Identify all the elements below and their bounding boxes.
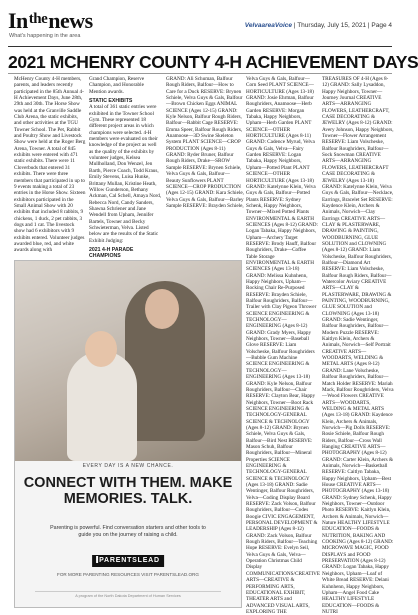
article-text: TREASURES OF 4-H (Ages 8-12) GRAND: Sally Lysaddon, Happy Neighbors, Towner—Journey Journal CREATIVE ARTS—ARRANGING FLOWERS, LEATHERCRAFT, CASE DECORATING & JEWELRY (Ages 8-12) GRAND: Avery Johnson, Happy Neighbors, Towner—Flower Arrangement RESERVE: Liam Volscheske, Balfour Roughriders, Balfour—Sock Snowman CREATIVE ARTS—ARRANGING FLOWERS, LEATHERCRAFT CASE DECORATING & JEWELRY (Ages 13-18) GRAND: Katelynne Klein, Velva Guys & Gals, Balfour—Necklace, Earrings, Bracelet Set RESERVE: Kaydence Klein, Archers & Animals, Norwich—Clay Earrings CREATIVE ARTS—CLAY & PLASTERWARE, DRAWING & PAINTING, WOODBURNING, GLUE SOLUTION and CLOWNING (Ages 8-12) GRAND: Liam Volscheske, Balfour Roughriders, Balfour—Diamond Art RESERVE: Liam Volscheske, Balfour Rough Riders, Balfour—Watercolor Aviary CREATIVE ARTS—CLAY & PLASTERWARE, DRAWING & PAINTING, WOODBURNING, GLUE SOLUTION and CLOWNING (Ages 13-18) GRAND: Sadie Wentinger, Balfour Roughriders, Balfour—Modern Puzzle RESERVE: Kaitlyn Klein, Archers & Animals, Norwich—Self Portrait CREATIVE ARTS—WOODARTS, WELDING & METAL ARTS (Ages 8-12) GRAND: Lane Volscheske, Balfour Roughriders, Balfour—Match Holder RESERVE: Mariah Mack, Balfour Roughriders, Velva—Wood Flowers CREATIVE ARTS—WOODARTS, WELDING & METAL ARTS (Ages 13-18) GRAND: Kaydence Klein, Archers & Animals, Norwich—Pig Dolls RESERVE: Rosie Schiele, Balfour Rough Riders, Balfour—Cross Wall Hanging CREATIVE ARTS—PHOTOGRAPHY (Ages 8-12) GRAND: Carter Klein, Archers & Animals, Norwich—Basketball RESERVE: Caitlyn Tabaka, Happy Neighbors, Upham—Best House CREATIVE ARTS—PHOTOGRAPHY (Ages 13-18) GRAND: Sydney Schenk, Happy Neighbors, Towner—Outdoor Photo RESERVE: Kaitlyn Klein, Archers & Animals, Norwich—Nature HEALTHY LIFESTYLE EDUCATION—FOODS & NUTRITION, BAKING AND COOKING (Ages 8-12) GRAND: MICROWAVE MAGIC, FOOD DISPLAYS and FOOD PRESERVATION (Ages 8-12) GRAND: Logan Tabaka, Happy Neighbors, Upham—Loaf of White Bread RESERVE: Delani Kuhnhenn, Happy Neighbors, Upham—Angel Food Cake HEALTHY LIFESTYLE EDUCATION—FOODS & NUTRI (322, 76, 394, 615)
child-figure (67, 351, 137, 461)
paper-name: VelvaareaVoice (244, 22, 293, 29)
article-text: A total of 361 static entries were exhibited in the Towner School Gym. These represented 18 different project areas in which champions were selected. 4-H members were evaluated on their knowledge of the project as well as the quality of the exhibits by volunteer judges, Kelsea Mullholland, Don Wenzel, Jen Barth, Pierce Coach, Todd Kraus, Emily Stevens, Luisa Hunke, Brittany Mullan, Kristine Heath, Willow Gunderson, Bethany Ackman, Cal Schell, Amaya Nord, Rebecca Nord, Candy Sanders, Shawna Schriener and Jane Wendell from Upham, Jennifer Bartels, Towner and Becky Schwieterman, Velva. Listed below are the results of the Static Exhibit Judging: (89, 104, 162, 244)
article-text: GRAND: Ali Schuman, Balfour Rough Riders, Balfour—How to Care for a Duck RESERVE: Brynen Schiele, Velva Guys & Gals, Balfour—Brown Chicken Eggs ANIMAL SCIENCE (Ages 12-15) GRAND: Kyle Nelson, Balfour Rough Riders, Balfour—Rabbit Cage RESERVE: Emma Speer, Balfour Rough Riders, Anamoose—3D Swine Skeleton System PLANT SCIENCE—CROP PRODUCTION (Ages 8-11) GRAND: Ryder Bruner, Balfour Rough Riders, Drake—SROW Sample RESERVE: Brynen Schiele, Velva Guys & Gals, Balfour—Beauty Sunflowers PLANT SCIENCE—CROP PRODUCTION (Ages 12-15) GRAND: Kara Schiele, Velva Guys & Gals, Balfour—Barley Sample RESERVE: Brayden Schiele, (166, 76, 244, 209)
ad-headline: CONNECT WITH THEM. MAKE MEMORIES. TALK. (23, 475, 233, 507)
issue-date-page: | Thursday, July 15, 2021 | Page 4 (292, 22, 392, 29)
article-column-4 (246, 76, 321, 615)
brand-the: the (28, 11, 48, 27)
child-head (85, 331, 117, 367)
section-tagline: What's happening in the area (9, 33, 81, 39)
ad-fine-print: A program of the North Dakota Department of Human Services (35, 591, 221, 600)
masthead-rule (8, 46, 392, 47)
article-column-1 (14, 76, 86, 256)
masthead (8, 8, 392, 44)
adult-head (145, 289, 179, 329)
ad-body: Parenting is powerful. Find conversation starters and other tools to guide you on the journey of raising a child. (50, 525, 206, 538)
section-brand (8, 8, 93, 34)
logo-mark-icon (96, 556, 98, 563)
parentslead-logo (92, 555, 164, 567)
article-column-5 (322, 76, 394, 615)
brand-news: news (48, 8, 93, 33)
issue-info (245, 22, 392, 29)
brand-in: In (8, 8, 28, 33)
article-column-3 (166, 76, 244, 256)
article-headline: 2021 MCHENRY COUNTY 4-H ACHIEVEMENT DAYS (8, 52, 418, 72)
subheading-parade-champions: 2021 4-H PARADE CHAMPIONS (89, 246, 134, 260)
article-column-2 (89, 76, 162, 260)
headline-rule (8, 73, 392, 74)
parentslead-advertisement[interactable] (14, 260, 242, 608)
article-text: Grand Champion, Reserve Champion, and Honorable Mention awards. (89, 76, 145, 95)
logo-text: PARENTSLEAD (99, 557, 160, 564)
subheading-static-exhibits: STATIC EXHIBITS (89, 98, 133, 105)
ad-url[interactable]: FOR MORE PARENTING RESOURCES VISIT PARENTSLEAD.ORG (57, 572, 199, 577)
article-text: Velva Guys & Gals, Balfour—Corn Seed PLANT SCIENCE—HORTICULTURE (Ages 13-18) GRAND: Josie Ehrman, Balfour Roughriders, Anamoose—Herb Garden RESERVE: Morgan Tabaka, Happy Neighbors, Upham—Herb Garden PLANT SCIENCE—OTHER HORTICULTURE (Ages 8-11) GRAND: Cadence Myrud, Velva Guys & Gals, Velva—Fairy Garden RESERVE: Logan Tabaka, Happy Neighbors, Upham—Potted Plant PLANT SCIENCE—OTHER HORTICULTURE (Ages 13-18) GRAND: Katelynne Klein, Velva Guys & Gals, Balfour—Potted Plants RESERVE: Sydney Schenk, Happy Neighbors, Towner—Mixed Potted Plants ENVIRONMENTAL & EARTH SCIENCES (Ages 8-12) GRAND: Logan Tabaka, Happy Neighbors, Upham—Archery Target RESERVE: Brody Hauff, Balfour Roughriders, Drake—Coffee Table Storage ENVIRONMENTAL & EARTH SCIENCES (Ages 13-18) GRAND: Melissa Kuhnhenn, Happy Neighbors, Upham—Rocking Chair Re-Purposed RESERVE: Brayden Schiele, Balfour Roughriders, Balfour—Trailer with Clay Pigeon Thrower SCIENCE ENGINEERING & TECHNOLOGY—ENGINEERING (Ages 8-12) GRAND: Grady Myers, Happy Neighbors, Towner—Baseball Glove RESERVE: Liam Volscheske, Balfour Roughriders—Bubble Gum Machine SCIENCE ENGINEERING & TECHNOLOGY—ENGINEERING (Ages 13-18) GRAND: Kyle Nelson, Balfour Roughriders, Balfour—Chair RESERVE: Clayton Bear, Happy Neighbors, Towner—Boot Rack SCIENCE ENGINEERING & TECHNOLOGY-GENERAL SCIENCE & TECHNOLOGY (Ages 8-12) GRAND: Brynen Schiele, Velva Guys & Gals, Balfour—Bird Nest RESERVE: Mason Schuh, Balfour Roughriders, Balfour—Mineral Properties SCIENCE ENGINEERING & TECHNOLOGY-GENERAL SCIENCE & TECHNOLOGY (Ages 13-18) GRAND: Sadie Wentinger, Balfour Roughriders, Velva—Coding Display Board RESERVE: Zack Volson, Balfour Roughriders, Balfour—Codes Boogie CIVIC ENGAGEMENT, PERSONAL DEVELOPMENT & LEADERSHIP (Ages 8-12) GRAND: Zack Volson, Balfour Rough Riders, Balfour—Teaching Hope RESERVE: Evelyn Seil, Velva Guys & Gals, Velva—Operation Christmas Child Display COMMUNICATIONS/CREATIVE ARTS—CREATIVE & PERFORMING ARTS, EDUCATIONAL EXHIBIT, THEATER ARTS and ADVANCED VISUAL ARTS, EXPLORING THE (246, 76, 321, 615)
ad-photo (15, 261, 241, 461)
article-text: McHenry County 4-H members, parents, and leaders recently participated in the 85th Annual 4-H Achievement Days, June 28th, 29th and 30th. The Horse Show was held at the Granville Saddle Club Arena, the static exhibits, and other activities at the TGU Towner School. The Pet, Rabbit and Poultry Show and Livestock Show were held at the Roger Berg Arena, Towner. A total of 845 exhibits were entered with 471 static exhibits. There were 11 Cloverbuds that entered 31 exhibits. There were three members that participated in up to 9 events making a total of 23 entries in the Horse Show. Sixteen exhibitors participated in the Small Animal Show with 20 exhibits that included 8 rabbits, 9 chickens, 1 duck, 2 pet rabbits, 3 dogs and 1 cat. The livestock show had 6 exhibitors with 9 exhibits entered. Volunteer judges awarded blue, red, and white awards along with (14, 76, 86, 254)
ad-photo-caption: EVERY DAY IS A NEW CHANCE. (82, 463, 174, 469)
